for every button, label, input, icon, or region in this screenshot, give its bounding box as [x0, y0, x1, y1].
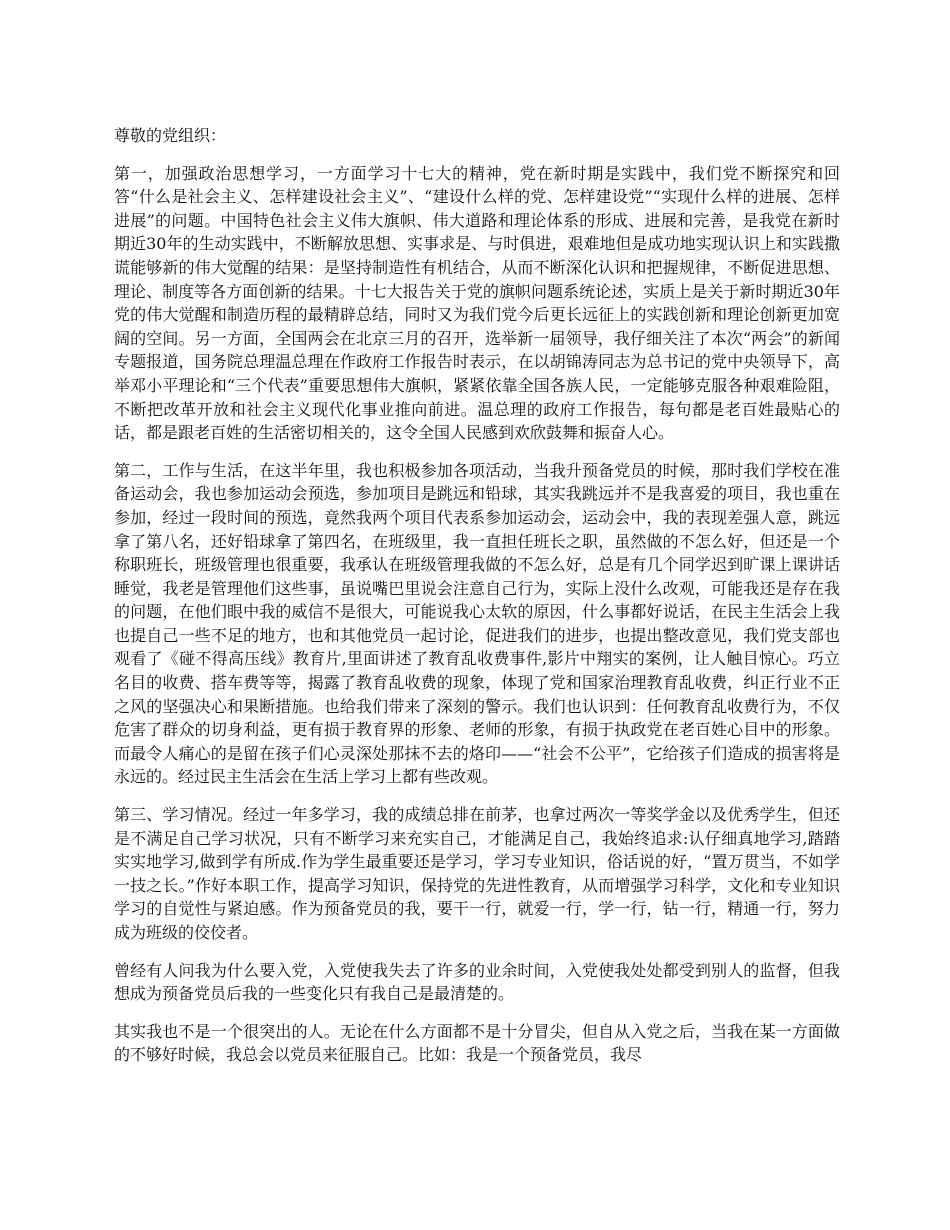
paragraph-political-study: 第一，加强政治思想学习，一方面学习十七大的精神，党在新时期是实践中，我们党不断探究和回答“什么是社会主义、怎样建设社会主义”、“建设什么样的党、怎样建设党”“实现什么样的进展、怎样进展”的问题。中国特色社会主义伟大旗帜、伟大道路和理论体系的形成、进展和完善，是我党在新时期近30年的生动实践中，不断解放思想、实事求是、与时俱进，艰难地但是成功地实现认识上和实践撒谎能够新的伟大觉醒的结果：是坚持制造性有机结合，从而不断深化认识和把握规律，不断促进思想、理论、制度等各方面创新的结果。十七大报告关于党的旗帜问题系统论述，实质上是关于新时期近30年党的伟大觉醒和制造历程的最精辟总结，同时又为我们党今后更长远征上的实践创新和理论创新更加宽阔的空间。另一方面，全国两会在北京三月的召开，选举新一届领导，我仔细关注了本次“两会”的新闻专题报道，国务院总理温总理在作政府工作报告时表示，在以胡锦涛同志为总书记的党中央领导下，高举邓小平理论和“三个代表”重要思想伟大旗帜，紧紧依靠全国各族人民，一定能够克服各种艰难险阻，不断把改革开放和社会主义现代化事业推向前进。温总理的政府工作报告，每句都是老百姓最贴心的话，都是跟老百姓的生活密切相关的，这令全国人民感到欢欣鼓舞和振奋人心。 [114, 163, 840, 443]
paragraph-why-join-party: 曾经有人问我为什么要入党，入党使我失去了许多的业余时间，入党使我处处都受到别人的监督，但我想成为预备党员后我的一些变化只有我自己是最清楚的。 [114, 960, 840, 1004]
paragraph-self-reflection: 其实我也不是一个很突出的人。无论在什么方面都不是十分冒尖，但自从入党之后，当我在某一方面做的不够好时候，我总会以党员来征服自己。比如：我是一个预备党员，我尽 [114, 1021, 840, 1065]
paragraph-study-situation: 第三、学习情况。经过一年多学习，我的成绩总排在前茅，也拿过两次一等奖学金以及优秀学生，但还是不满足自己学习状况，只有不断学习来充实自己，才能满足自己，我始终追求:认仔细真地学习,踏踏实实地学习,做到学有所成.作为学生最重要还是学习，学习专业知识，俗话说的好，“置万贯当，不如学一技之长。”作好本职工作，提高学习知识，保持党的先进性教育，从而增强学习科学，文化和专业知识学习的自觉性与紧迫感。作为预备党员的我，要干一行，就爱一行，学一行，钻一行，精通一行，努力成为班级的佼佼者。 [114, 805, 840, 942]
paragraph-work-and-life: 第二，工作与生活，在这半年里，我也积极参加各项活动，当我升预备党员的时候，那时我们学校在准备运动会，我也参加运动会预选，参加项目是跳远和铅球，其实我跳远并不是我喜爱的项目，我也重在参加，经过一段时间的预选，竟然我两个项目代表系参加运动会，运动会中，我的表现差强人意，跳远拿了第八名，还好铅球拿了第四名，在班级里，我一直担任班长之职，虽然做的不怎么好，但还是一个称职班长，班级管理也很重要，我承认在班级管理我做的不怎么好，总是有几个同学迟到旷课上课讲话睡觉，我老是管理他们这些事，虽说嘴巴里说会注意自己行为，实际上没什么改观，可能我还是存在我的问题，在他们眼中我的威信不是很大，可能说我心太软的原因，什么事都好说话，在民主生活会上我也提自己一些不足的地方，也和其他党员一起讨论，促进我们的进步，也提出整改意见，我们党支部也观看了《碰不得高压线》教育片,里面讲述了教育乱收费事件,影片中翔实的案例，让人触目惊心。巧立名目的收费、搭车费等等，揭露了教育乱收费的现象，体现了党和国家治理教育乱收费，纠正行业不正之风的坚强决心和果断措施。也给我们带来了深刻的警示。我们也认识到：任何教育乱收费行为，不仅危害了群众的切身利益，更有损于教育界的形象、老师的形象，有损于执政党在老百姓心目中的形象。而最令人痛心的是留在孩子们心灵深处那抹不去的烙印——“社会不公平”，它给孩子们造成的损害将是永远的。经过民主生活会在生活上学习上都有些改观。 [114, 460, 840, 787]
salutation: 尊敬的党组织： [114, 126, 227, 145]
document-page [114, 124, 840, 1081]
